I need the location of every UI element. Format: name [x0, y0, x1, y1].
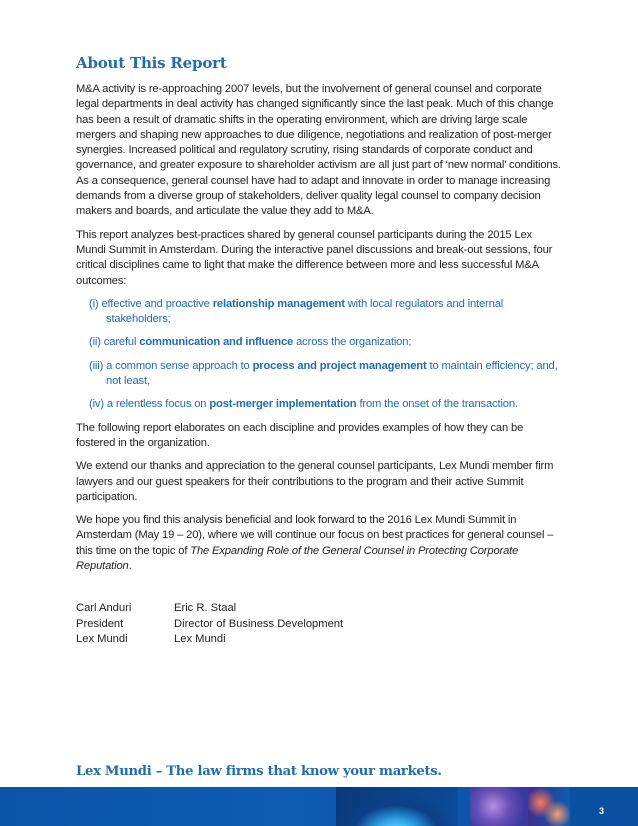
footer-tagline: Lex Mundi – The law firms that know your markets. — [76, 764, 442, 779]
signer-title: President — [76, 617, 124, 630]
thanks-paragraph: We extend our thanks and appreciation to the general counsel participants, Lex Mundi member firm lawyers and our guest speakers for their contributions to the program and their active Summit participation. — [76, 460, 554, 503]
signature-block — [76, 601, 564, 647]
signature-staal — [174, 601, 343, 647]
discipline-item: (i) effective and proactive relationship management with local regulators and internal stakeholders; — [89, 297, 504, 326]
globe-image — [336, 787, 458, 826]
signer-name: Carl Anduri — [76, 602, 132, 615]
disciplines-list — [76, 297, 564, 413]
intro-paragraph: M&A activity is re-approaching 2007 levels, but the involvement of general counsel and corporate legal departments in deal activity has changed significantly since the last peak. Much of this change has been a result of dramatic shifts in the operating environment, which are driving large scale mergers and shaping new approaches to due diligence, negotiations and realization of post-merger synergies. Increased political and regulatory scrutiny, rising standards of corporate conduct and governance, and greater exposure to shareholder activism are all just part of ‘new normal’ conditions. As a consequence, general counsel have had to adapt and innovate in order to manage increasing demands from a diverse group of stakeholders, deliver quality legal counsel to company decision makers and boards, and articulate the value they add to M&A. — [76, 83, 561, 218]
signature-anduri — [76, 601, 174, 647]
report-body — [76, 54, 564, 647]
discipline-item: (ii) careful communication and influence across the organization; — [89, 336, 412, 349]
city-image — [470, 787, 528, 826]
analysis-paragraph: This report analyzes best-practices shared by general counsel participants during the 2015 Lex Mundi Summit in Amsterdam. During the interactive panel discussions and break-out sessions, four critical disciplines came to light that make the difference between more and less successful M&A outcomes: — [76, 228, 553, 287]
elaboration-paragraph: The following report elaborates on each discipline and provides examples of how they can be fostered in the organization. — [76, 421, 524, 449]
page-number: 3 — [599, 806, 605, 816]
signer-title: Director of Business Development — [174, 617, 344, 630]
lights-image — [528, 787, 570, 826]
summit-paragraph: We hope you find this analysis beneficial and look forward to the 2016 Lex Mundi Summit in Amsterdam (May 19 – 20), where we will continue our focus on best practices for general counsel – this time on the topic of The Expanding Role of the General Counsel in Protecting Corporate Reputation. — [76, 514, 554, 573]
signer-org: Lex Mundi — [174, 632, 226, 645]
footer-band — [0, 787, 638, 826]
discipline-item: (iii) a common sense approach to process and project management to maintain efficiency; and, not least, — [89, 359, 558, 388]
discipline-item: (iv) a relentless focus on post-merger implementation from the onset of the transaction. — [89, 398, 518, 411]
summit-topic: The Expanding Role of the General Counsel in Protecting Corporate Reputation — [76, 544, 519, 573]
signer-org: Lex Mundi — [76, 632, 128, 645]
signer-name: Eric R. Staal — [174, 602, 237, 615]
page-title: About This Report — [76, 54, 227, 72]
